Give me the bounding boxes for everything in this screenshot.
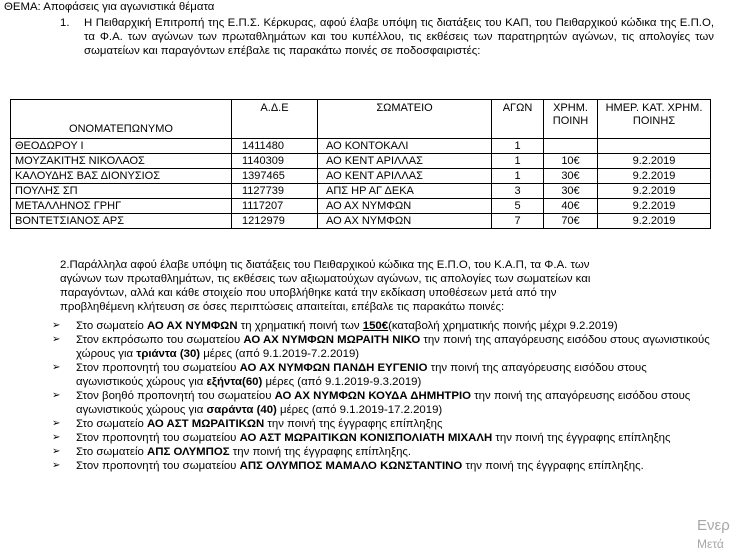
cell-name: ΜΟΥΖΑΚΙΤΗΣ ΝΙΚΟΛΑΟΣ xyxy=(11,154,232,169)
cell-ada: 1117207 xyxy=(232,199,318,214)
arrow-bullet-icon: ➢ xyxy=(52,460,61,471)
cell-date: 9.2.2019 xyxy=(598,154,711,169)
cell-date: 9.2.2019 xyxy=(598,169,711,184)
cell-games: 5 xyxy=(492,199,544,214)
cell-fine: 30€ xyxy=(544,169,598,184)
item-part-c: την ποινή της απαγόρευσης εισόδου στους αγωνιστικούς χώρους για xyxy=(76,362,647,388)
cell-date: 9.2.2019 xyxy=(598,184,711,199)
arrow-bullet-icon: ➢ xyxy=(52,362,61,373)
table-row xyxy=(11,154,711,169)
item-part-c: την ποινή της απαγόρευσης εισόδου στους αγωνιστικούς χώρους για xyxy=(76,334,710,360)
cell-fine: 40€ xyxy=(544,199,598,214)
arrow-bullet-icon: ➢ xyxy=(52,446,61,457)
list-item xyxy=(50,445,712,459)
item-part-c: τη χρηματική ποινή των xyxy=(237,320,363,332)
list-item xyxy=(50,333,712,361)
item-part-d: 150€ xyxy=(362,320,389,332)
list-item xyxy=(50,459,712,473)
cell-club: ΑΟ ΚΟΝΤΟΚΑΛΙ xyxy=(318,139,492,154)
list-item xyxy=(50,431,712,445)
item-part-d: σαράντα (40) xyxy=(206,404,277,416)
header-club: ΣΩΜΑΤΕΙΟ xyxy=(318,100,492,139)
item-part-a: Στο σωματείο xyxy=(76,418,148,430)
table-header-row xyxy=(11,100,711,139)
header-ada: Α.Δ.Ε xyxy=(232,100,318,139)
item-part-d: εξήντα(60) xyxy=(206,376,263,388)
para2-line: αγώνων των πρωταθλημάτων, τις εκθέσεις των αξιωματούχων αγώνων, τις απολογίες των σωματείων και xyxy=(60,273,591,285)
header-fine: ΧΡΗΜ. ΠΟΙΝΗ xyxy=(544,100,598,139)
list-item xyxy=(50,389,712,417)
second-paragraph xyxy=(60,258,712,314)
table-row xyxy=(11,214,711,229)
cell-name: ΜΕΤΑΛΛΗΝΟΣ ΓΡΗΓ xyxy=(11,199,232,214)
cell-fine: 10€ xyxy=(544,154,598,169)
arrow-bullet-icon: ➢ xyxy=(52,390,61,401)
cell-club: ΑΟ ΑΧ ΝΥΜΦΩΝ xyxy=(318,199,492,214)
para2-line: παραγόντων, αλλά και κάθε στοιχείο που υποβλήθηκε κατά την εκδίκαση υποθέσεων μετά από την xyxy=(60,287,557,299)
cell-name: ΒΟΝΤΕΤΣΙΑΝΟΣ ΑΡΣ xyxy=(11,214,232,229)
item-part-c: την ποινή της έγγραφης επίπληξης xyxy=(492,432,671,444)
arrow-bullet-icon: ➢ xyxy=(52,320,61,331)
activation-watermark xyxy=(697,516,730,554)
intro-number: 1. xyxy=(60,17,70,29)
item-part-b: ΑΠΣ ΟΛΥΜΠΟΣ ΜΑΜΑΛΟ ΚΩΝΣΤΑΝΤΙΝΟ xyxy=(239,460,463,472)
watermark-line1: Ενερ xyxy=(697,517,730,534)
table-row xyxy=(11,139,711,154)
penalty-list xyxy=(50,319,712,473)
arrow-bullet-icon: ➢ xyxy=(52,334,61,345)
cell-games: 7 xyxy=(492,214,544,229)
table-row xyxy=(11,169,711,184)
table-row xyxy=(11,199,711,214)
item-part-e: μέρες (από 9.1.2019-17.2.2019) xyxy=(276,404,443,416)
item-part-b: ΑΠΣ ΟΛΥΜΠΟΣ xyxy=(147,446,230,458)
header-date: ΗΜΕΡ. ΚΑΤ. ΧΡΗΜ. ΠΟΙΝΗΣ xyxy=(598,100,711,139)
cell-club: ΑΠΣ ΗΡ ΑΓ ΔΕΚΑ xyxy=(318,184,492,199)
cell-ada: 1140309 xyxy=(232,154,318,169)
cell-name: ΚΑΛΟΥΔΗΣ ΒΑΣ ΔΙΟΝΥΣΙΟΣ xyxy=(11,169,232,184)
item-part-b: ΑΟ ΑΧ ΝΥΜΦΩΝ ΚΟΥΔΑ ΔΗΜΗΤΡΙΟ xyxy=(274,390,472,402)
item-part-d: τριάντα (30) xyxy=(136,348,201,360)
document-subject: ΘΕΜΑ: Αποφάσεις για αγωνιστικά θέματα xyxy=(4,1,215,13)
list-item xyxy=(50,361,712,389)
arrow-bullet-icon: ➢ xyxy=(52,432,61,443)
item-part-a: Στον εκπρόσωπο του σωματείου xyxy=(76,334,244,346)
cell-name: ΠΟΥΛΗΣ ΣΠ xyxy=(11,184,232,199)
cell-games: 1 xyxy=(492,154,544,169)
list-item xyxy=(50,417,712,431)
cell-club: ΑΟ ΑΧ ΝΥΜΦΩΝ xyxy=(318,214,492,229)
item-part-c: την ποινή της έγγραφης επίπληξης. xyxy=(462,460,644,472)
item-part-a: Στο σωματείο xyxy=(76,446,148,458)
penalties-table xyxy=(10,99,711,229)
cell-date: 9.2.2019 xyxy=(598,214,711,229)
cell-ada: 1127739 xyxy=(232,184,318,199)
item-part-c: την ποινή της απαγόρευσης εισόδου στους αγωνιστικούς χώρους για xyxy=(76,390,691,416)
item-part-b: ΑΟ ΑΧ ΝΥΜΦΩΝ xyxy=(147,320,238,332)
cell-ada: 1397465 xyxy=(232,169,318,184)
table-row xyxy=(11,184,711,199)
item-part-a: Στον προπονητή του σωματείου xyxy=(76,432,240,444)
item-part-a: Στο σωματείο xyxy=(76,320,148,332)
para2-line: 2.Παράλληλα αφού έλαβε υπόψη τις διατάξεις του Πειθαρχικού κώδικα της Ε.Π.Ο, του Κ.Α.Π, τα Φ.Α. των xyxy=(60,259,590,271)
item-part-e: μέρες (από 9.1.2019-7.2.2019) xyxy=(200,348,360,360)
cell-date xyxy=(598,139,711,154)
cell-ada: 1411480 xyxy=(232,139,318,154)
cell-fine: 70€ xyxy=(544,214,598,229)
arrow-bullet-icon: ➢ xyxy=(52,418,61,429)
item-part-b: ΑΟ ΑΧ ΝΥΜΦΩΝ ΜΩΡΑΙΤΗ ΝΙΚΟ xyxy=(243,334,421,346)
cell-games: 1 xyxy=(492,169,544,184)
item-part-c: την ποινή της έγγραφης επίπληξης xyxy=(264,418,443,430)
item-part-e: μέρες (από 9.1.2019-9.3.2019) xyxy=(262,376,422,388)
intro-text: Η Πειθαρχική Επιτροπή της Ε.Π.Σ. Κέρκυρας, αφού έλαβε υπόψη τις διατάξεις του ΚΑΠ, του Πειθαρχικού κώδικα της Ε.Π.Ο, τα Φ.Α. των αγώνων των πρωταθλημάτων και του κυπέλλου, τις εκθέσεις των παρατηρητών αγώνων, τις απολογίες των σωματείων και παραγόντων επέβαλε τις παρακάτω ποινές σε ποδοσφαιριστές: xyxy=(84,17,714,57)
cell-club: ΑΟ ΚΕΝΤ ΑΡΙΛΛΑΣ xyxy=(318,169,492,184)
item-part-a: Στον προπονητή του σωματείου xyxy=(76,362,240,374)
para2-line: προβληθέμενη κλήτευση σε όσες περιπτώσεις απαιτείται, επέβαλε τις παρακάτω ποινές: xyxy=(60,301,505,313)
item-part-a: Στον προπονητή του σωματείου xyxy=(76,460,240,472)
cell-name: ΘΕΟΔΩΡΟΥ Ι xyxy=(11,139,232,154)
item-part-e: (καταβολή χρηματικής ποινής μέχρι 9.2.2019) xyxy=(388,320,618,332)
item-part-b: ΑΟ ΑΣΤ ΜΩΡΑΙΤΙΚΩΝ xyxy=(147,418,265,430)
item-part-a: Στον βοηθό προπονητή του σωματείου xyxy=(76,390,275,402)
cell-date: 9.2.2019 xyxy=(598,199,711,214)
item-part-b: ΑΟ ΑΣΤ ΜΩΡΑΙΤΙΚΩΝ ΚΟΝΙΣΠΟΛΙΑΤΗ ΜΙΧΑΛΗ xyxy=(239,432,493,444)
list-item xyxy=(50,319,712,333)
cell-club: ΑΟ ΚΕΝΤ ΑΡΙΛΛΑΣ xyxy=(318,154,492,169)
item-part-b: ΑΟ ΑΧ ΝΥΜΦΩΝ ΠΑΝΔΗ ΕΥΓΕΝΙΟ xyxy=(239,362,428,374)
item-part-c: την ποινή της έγγραφης επίπληξης. xyxy=(229,446,412,458)
cell-fine xyxy=(544,139,598,154)
cell-games: 3 xyxy=(492,184,544,199)
watermark-line2: Μετά xyxy=(697,537,724,551)
header-name: ΟΝΟΜΑΤΕΠΩΝΥΜΟ xyxy=(11,100,232,139)
cell-ada: 1212979 xyxy=(232,214,318,229)
cell-fine: 30€ xyxy=(544,184,598,199)
cell-games: 1 xyxy=(492,139,544,154)
header-games: ΑΓΩΝ xyxy=(492,100,544,139)
